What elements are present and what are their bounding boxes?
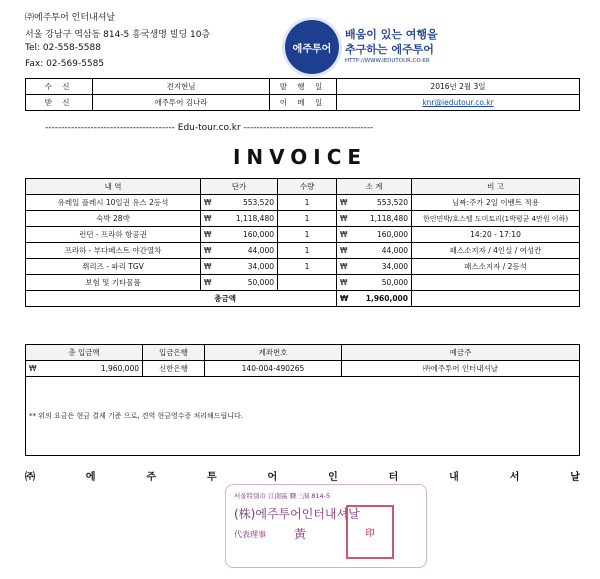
total-row [26, 291, 580, 307]
company-address: 서울 강남구 역삼동 814-5 흥국생명 빌딩 10층 [25, 30, 211, 40]
row-note [412, 275, 580, 291]
row-note: 패스소지자 / 2등석 [412, 259, 580, 275]
items-table [25, 178, 580, 307]
row-subtotal: 50,000 [381, 278, 408, 287]
won-symbol: ₩ [340, 278, 348, 287]
payment-account: 140-004-490265 [205, 361, 342, 377]
total-value: 1,960,000 [365, 294, 408, 303]
payment-header-row [26, 345, 580, 361]
won-symbol: ₩ [340, 214, 348, 223]
company-fax: Fax: 02-569-5585 [25, 59, 105, 69]
stamp-address: 서울特別市 江南區 驛三洞 814-5 [234, 492, 331, 500]
won-symbol: ₩ [204, 262, 212, 271]
email-label: 이 메 일 [270, 95, 337, 111]
footer-char: 날 [570, 472, 580, 483]
payment-holder: ㈜에주투어 인터내셔날 [342, 361, 580, 377]
row-desc: 보험 및 기타물품 [26, 275, 201, 291]
won-symbol: ₩ [340, 198, 348, 207]
company-name: ㈜에주투어 인터내셔날 [25, 13, 116, 23]
col-bank: 입금은행 [143, 345, 205, 361]
header-table [25, 78, 580, 111]
slogan-line2: 추구하는 에주투어 [345, 43, 434, 56]
won-symbol: ₩ [340, 246, 348, 255]
from-value: 에주투어 김나라 [93, 95, 270, 111]
row-note: 한인민박/호스텔 도미토리(1박평균 4만원 이하) [412, 211, 580, 227]
footer-char: 주 [146, 472, 157, 483]
company-logo: 에주투어 [285, 20, 339, 74]
col-amount: 총 입금액 [26, 345, 143, 361]
invoice-title: INVOICE [232, 145, 368, 169]
row-price: 160,000 [242, 230, 274, 239]
col-subtotal: 소 계 [337, 179, 412, 195]
col-price: 단가 [201, 179, 278, 195]
stamp-title: 代表理事 [234, 530, 266, 539]
payment-table [25, 344, 580, 456]
row-price: 553,520 [242, 198, 274, 207]
footer-char: 서 [509, 472, 520, 483]
payment-amount: 1,960,000 [100, 364, 139, 373]
col-desc: 내 역 [26, 179, 201, 195]
row-note: 패스소지자 / 4인실 / 여성칸 [412, 243, 580, 259]
payment-note-row [26, 377, 580, 456]
won-symbol: ₩ [204, 230, 212, 239]
payment-row [26, 361, 580, 377]
row-note: 14:20 - 17:10 [412, 227, 580, 243]
to-value: 견지현님 [93, 79, 270, 95]
footer-char: 에 [85, 472, 96, 483]
row-price: 34,000 [247, 262, 274, 271]
table-row [26, 259, 580, 275]
row-note: 님짜:주가 2일 이벤트 적용 [412, 195, 580, 211]
table-row [26, 195, 580, 211]
row-subtotal: 44,000 [381, 246, 408, 255]
payment-bank: 신한은행 [143, 361, 205, 377]
date-value: 2016년 2월 3일 [337, 79, 580, 95]
won-symbol: ₩ [340, 294, 349, 303]
col-note: 비 고 [412, 179, 580, 195]
row-price: 1,118,480 [235, 214, 274, 223]
row-subtotal: 34,000 [381, 262, 408, 271]
footer-char: ㈜ [25, 472, 35, 483]
seal-icon: 印 [346, 505, 394, 559]
row-price: 44,000 [247, 246, 274, 255]
row-desc: 런던 - 프라하 항공권 [26, 227, 201, 243]
row-desc: 유레일 플레시 10일권 유스 2등석 [26, 195, 201, 211]
row-qty: 1 [278, 243, 337, 259]
company-stamp [225, 484, 427, 568]
won-symbol: ₩ [204, 246, 212, 255]
won-symbol: ₩ [204, 198, 212, 207]
footer-char: 어 [267, 472, 278, 483]
payment-note: ** 위의 요금은 현금 결제 기준 으로, 견역 현금영수증 처리해드립니다. [26, 377, 580, 456]
row-qty: 1 [278, 195, 337, 211]
table-row [26, 227, 580, 243]
col-holder: 예금주 [342, 345, 580, 361]
footer-company-name [25, 468, 580, 483]
col-qty: 수량 [278, 179, 337, 195]
email-link[interactable]: knr@iedutour.co.kr [422, 98, 494, 107]
stamp-name: 黃 [294, 527, 307, 541]
date-label: 발 행 일 [270, 79, 337, 95]
won-symbol: ₩ [29, 364, 37, 373]
row-desc: 쮜리즈 - 파리 TGV [26, 259, 201, 275]
table-row [26, 275, 580, 291]
footer-char: 인 [328, 472, 338, 483]
won-symbol: ₩ [340, 230, 348, 239]
footer-char: 투 [206, 472, 217, 483]
row-subtotal: 160,000 [376, 230, 408, 239]
slogan-line1: 배움이 있는 여행을 [345, 28, 438, 41]
row-price: 50,000 [247, 278, 274, 287]
brand-url: HTTP://WWW.IEDUTOUR.CO.KR [345, 58, 430, 64]
to-label: 수 신 [26, 79, 93, 95]
won-symbol: ₩ [204, 214, 212, 223]
table-row [26, 211, 580, 227]
row-qty: 1 [278, 259, 337, 275]
row-qty [278, 275, 337, 291]
table-row [26, 243, 580, 259]
total-label: 총금액 [26, 291, 337, 307]
won-symbol: ₩ [340, 262, 348, 271]
footer-char: 터 [388, 472, 399, 483]
row-desc: 프라하 - 부다페스트 야간열차 [26, 243, 201, 259]
row-desc: 숙박 28박 [26, 211, 201, 227]
stamp-company: (株)에주투어인터내셔날 [234, 507, 360, 521]
from-label: 받 신 [26, 95, 93, 111]
col-account: 계좌번호 [205, 345, 342, 361]
separator-line: ---------------------------------------- Edu-tour.co.kr ---------------------------------------- [45, 123, 374, 133]
items-header-row [26, 179, 580, 195]
row-qty: 1 [278, 211, 337, 227]
row-qty: 1 [278, 227, 337, 243]
row-subtotal: 1,118,480 [369, 214, 408, 223]
footer-char: 내 [449, 472, 459, 483]
company-tel: Tel: 02-558-5588 [25, 43, 101, 53]
won-symbol: ₩ [204, 278, 212, 287]
row-subtotal: 553,520 [376, 198, 408, 207]
